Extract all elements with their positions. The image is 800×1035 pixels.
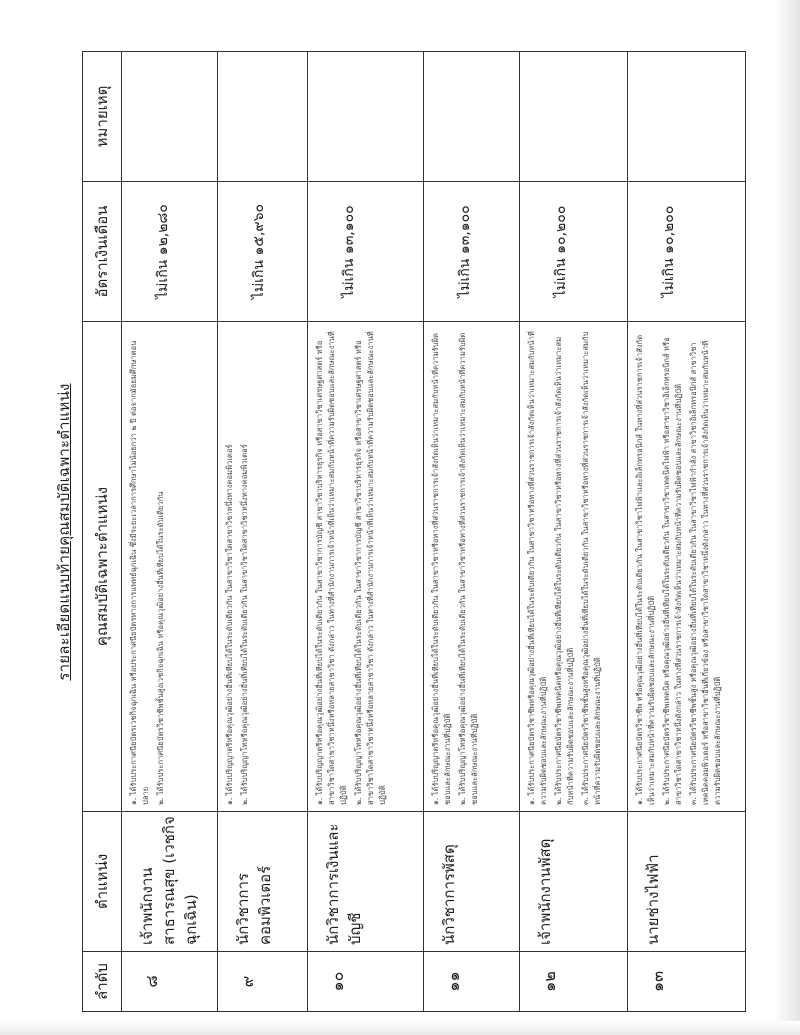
row-qualification — [628, 322, 746, 812]
scan-bottom-shadow — [0, 1021, 800, 1035]
row-position: นักวิชาการพัสดุ — [424, 812, 520, 952]
table-row — [628, 52, 746, 1012]
row-qualification — [424, 322, 520, 812]
qualification-item: ๒. ได้รับประกาศนียบัตรวิชาชีพชั้นสูงเวชกิจฉุกเฉิน หรือคุณวุฒิอย่างอื่นที่เทียบได้ในระดับเดียวกัน — [156, 491, 165, 805]
header-remark: หมายเหตุ — [83, 52, 122, 182]
row-remark — [218, 52, 308, 182]
row-position: นักวิชาการเงินและบัญชี — [308, 812, 424, 952]
row-position: เจ้าพนักงานสาธารณสุข (เวชกิจฉุกเฉิน) — [122, 812, 218, 952]
header-qualification: คุณสมบัติเฉพาะตำแหน่ง — [83, 322, 122, 812]
row-remark — [308, 52, 424, 182]
row-salary: ไม่เกิน ๑๒,๒๘๐ — [122, 182, 218, 322]
qualification-item: ๑. ได้รับประกาศนียบัตรเวชกิจฉุกเฉิน หรือประกาศนียบัตรทางการแพทย์ฉุกเฉิน ซึ่งมีระยะเวลาการศึกษาไม่น้อยกว่า ๒ ปี ต่อจากมัธยมศึกษาตอนปลาย — [129, 340, 150, 805]
row-number: ๑๒ — [520, 952, 628, 1012]
header-position: ตำแหน่ง — [83, 812, 122, 952]
table-header-row — [83, 52, 122, 1012]
row-salary: ไม่เกิน ๑๓,๑๐๐ — [308, 182, 424, 322]
row-remark — [122, 52, 218, 182]
qualification-item: ๑. ได้รับประกาศนียบัตรวิชาชีพ หรือคุณวุฒิอย่างอื่นที่เทียบได้ในระดับเดียวกัน ในสาขาวิชาไฟฟ้าและอิเล็กทรอนิกส์ ในทางที่ส่วนราชการเจ้าสังกัดเห็นว่าเหมาะสมกับหน้าที่ความรับผิดชอบและลักษณะงานที่ปฏิบัติ — [635, 334, 656, 805]
row-qualification — [122, 322, 218, 812]
document-page — [52, 52, 752, 1012]
table-row — [122, 52, 218, 1012]
qualification-item: ๓. ได้รับประกาศนียบัตรวิชาชีพชั้นสูงหรือคุณวุฒิอย่างอื่นที่เทียบได้ในระดับเดียวกัน ในสาขาวิชาหรือทางที่ส่วนราชการเจ้าสังกัดเห็นว่าเหมาะสมกับหน้าที่ความรับผิดชอบและลักษณะงานที่ปฏิบัติ — [581, 331, 602, 805]
row-remark — [424, 52, 520, 182]
row-position: เจ้าพนักงานพัสดุ — [520, 812, 628, 952]
document-title: รายละเอียดแนบท้ายคุณสมบัติเฉพาะตำแหน่ง — [55, 383, 73, 681]
row-salary: ไม่เกิน ๑๕,๙๖๐ — [218, 182, 308, 322]
qualification-item: ๒. ได้รับประกาศนียบัตรวิชาชีพเทคนิคหรือคุณวุฒิอย่างอื่นที่เทียบได้ในระดับเดียวกัน ในสาขาวิชาหรือทางที่ส่วนราชการเจ้าสังกัดเห็นว่าเหมาะสมกับหน้าที่ความรับผิดชอบและลักษณะงานที่ปฏิบัติ — [554, 336, 575, 805]
row-position: นักวิชาการคอมพิวเตอร์ — [218, 812, 308, 952]
qualification-item: ๓. ได้รับประกาศนียบัตรวิชาชีพชั้นสูง หรือคุณวุฒิอย่างอื่นที่เทียบได้ในระดับเดียวกัน ในสาขาวิชาไฟฟ้ากำลัง สาขาวิชาอิเล็กทรอนิกส์ สาขาวิชาเทคนิคคอมพิวเตอร์ หรือสาขาวิชาอื่นที่เกี่ยวข้อง หรือสาขาวิชาใดสาขาวิชาหนึ่งดังกล่าว ในทางที่ส่วนราชการเจ้าสังกัดเห็นว่าเหมาะสมกับหน้าที่ความรับผิดชอบและลักษณะงานที่ปฏิบัติ — [689, 340, 722, 805]
row-remark — [520, 52, 628, 182]
row-qualification — [308, 322, 424, 812]
row-salary: ไม่เกิน ๑๐,๒๐๐ — [628, 182, 746, 322]
scan-edge-shadow — [774, 0, 800, 1035]
row-number: ๑๓ — [628, 952, 746, 1012]
header-salary: อัตราเงินเดือน — [83, 182, 122, 322]
row-number: ๘ — [122, 952, 218, 1012]
qualification-item: ๒. ได้รับปริญญาโทหรือคุณวุฒิอย่างอื่นที่เทียบได้ในระดับเดียวกัน ในสาขาวิชาหรือทางที่ส่วนราชการเจ้าสังกัดเห็นว่าเหมาะสมกับหน้าที่ความรับผิดชอบและลักษณะงานที่ปฏิบัติ — [458, 332, 479, 805]
table-row — [520, 52, 628, 1012]
row-qualification — [520, 322, 628, 812]
qualification-item: ๒. ได้รับปริญญาโทหรือคุณวุฒิอย่างอื่นที่เทียบได้ในระดับเดียวกัน ในสาขาวิชาใดสาขาวิชาหนึ่งทางคอมพิวเตอร์ — [240, 444, 249, 805]
row-qualification — [218, 322, 308, 812]
row-number: ๙ — [218, 952, 308, 1012]
qualification-item: ๑. ได้รับปริญญาตรีหรือคุณวุฒิอย่างอื่นที่เทียบได้ในระดับเดียวกัน ในสาขาวิชาหรือทางที่ส่วนราชการเจ้าสังกัดเห็นว่าเหมาะสมกับหน้าที่ความรับผิดชอบและลักษณะงานที่ปฏิบัติ — [431, 333, 452, 805]
row-salary: ไม่เกิน ๑๐,๒๐๐ — [520, 182, 628, 322]
header-no: ลำดับ — [83, 952, 122, 1012]
row-position: นายช่างไฟฟ้า — [628, 812, 746, 952]
qualification-item: ๑. ได้รับปริญญาตรีหรือคุณวุฒิอย่างอื่นที่เทียบได้ในระดับเดียวกัน ในสาขาวิชาใดสาขาวิชาหนึ่งทางคอมพิวเตอร์ — [225, 444, 234, 805]
row-number: ๑๑ — [424, 952, 520, 1012]
table-row — [308, 52, 424, 1012]
row-remark — [628, 52, 746, 182]
qualification-item: ๑. ได้รับปริญญาตรีหรือคุณวุฒิอย่างอื่นที่เทียบได้ในระดับเดียวกัน ในสาขาวิชาการบัญชี สาขาวิชาบริหารธุรกิจ หรือสาขาวิชาเศรษฐศาสตร์ หรือสาขาวิชาใดสาขาวิชาหนึ่งหรือหลายสาขาวิชา ดังกล่าว ในทางที่สำนักงานการเจ้าหน้าที่เห็นว่าเหมาะสมกับหน้าที่ความรับผิดชอบและลักษณะงานที่ปฏิบัติ — [315, 331, 348, 805]
table-row — [424, 52, 520, 1012]
row-salary: ไม่เกิน ๑๓,๑๐๐ — [424, 182, 520, 322]
qualification-table — [82, 51, 746, 1012]
qualification-item: ๒. ได้รับประกาศนียบัตรวิชาชีพเทคนิค หรือคุณวุฒิอย่างอื่นที่เทียบได้ในระดับเดียวกัน ในสาขาวิชาเทคนิคไฟฟ้า หรือสาขาวิชาอิเล็กทรอนิกส์ หรือสาขาวิชาใดสาขาวิชาหนึ่งดังกล่าว ในทางที่ส่วนราชการเจ้าสังกัดเห็นว่าเหมาะสมกับหน้าที่ความรับผิดชอบและลักษณะงานที่ปฏิบัติ — [662, 337, 683, 805]
table-row — [218, 52, 308, 1012]
qualification-item: ๒. ได้รับปริญญาโทหรือคุณวุฒิอย่างอื่นที่เทียบได้ในระดับเดียวกัน ในสาขาวิชาการบัญชี สาขาวิชาบริหารธุรกิจ หรือสาขาวิชาเศรษฐศาสตร์ หรือสาขาวิชาใดสาขาวิชาหนึ่งหรือหลายสาขาวิชา ดังกล่าว ในทางที่สำนักงานการเจ้าหน้าที่เห็นว่าเหมาะสมกับหน้าที่ความรับผิดชอบและลักษณะงานที่ปฏิบัติ — [354, 331, 387, 805]
qualification-item: ๑. ได้รับประกาศนียบัตรวิชาชีพหรือคุณวุฒิอย่างอื่นที่เทียบได้ในระดับเดียวกัน ในสาขาวิชาหรือทางที่ส่วนราชการเจ้าสังกัดเห็นว่าเหมาะสมกับหน้าที่ความรับผิดชอบและลักษณะงานที่ปฏิบัติ — [527, 331, 548, 805]
row-number: ๑๐ — [308, 952, 424, 1012]
